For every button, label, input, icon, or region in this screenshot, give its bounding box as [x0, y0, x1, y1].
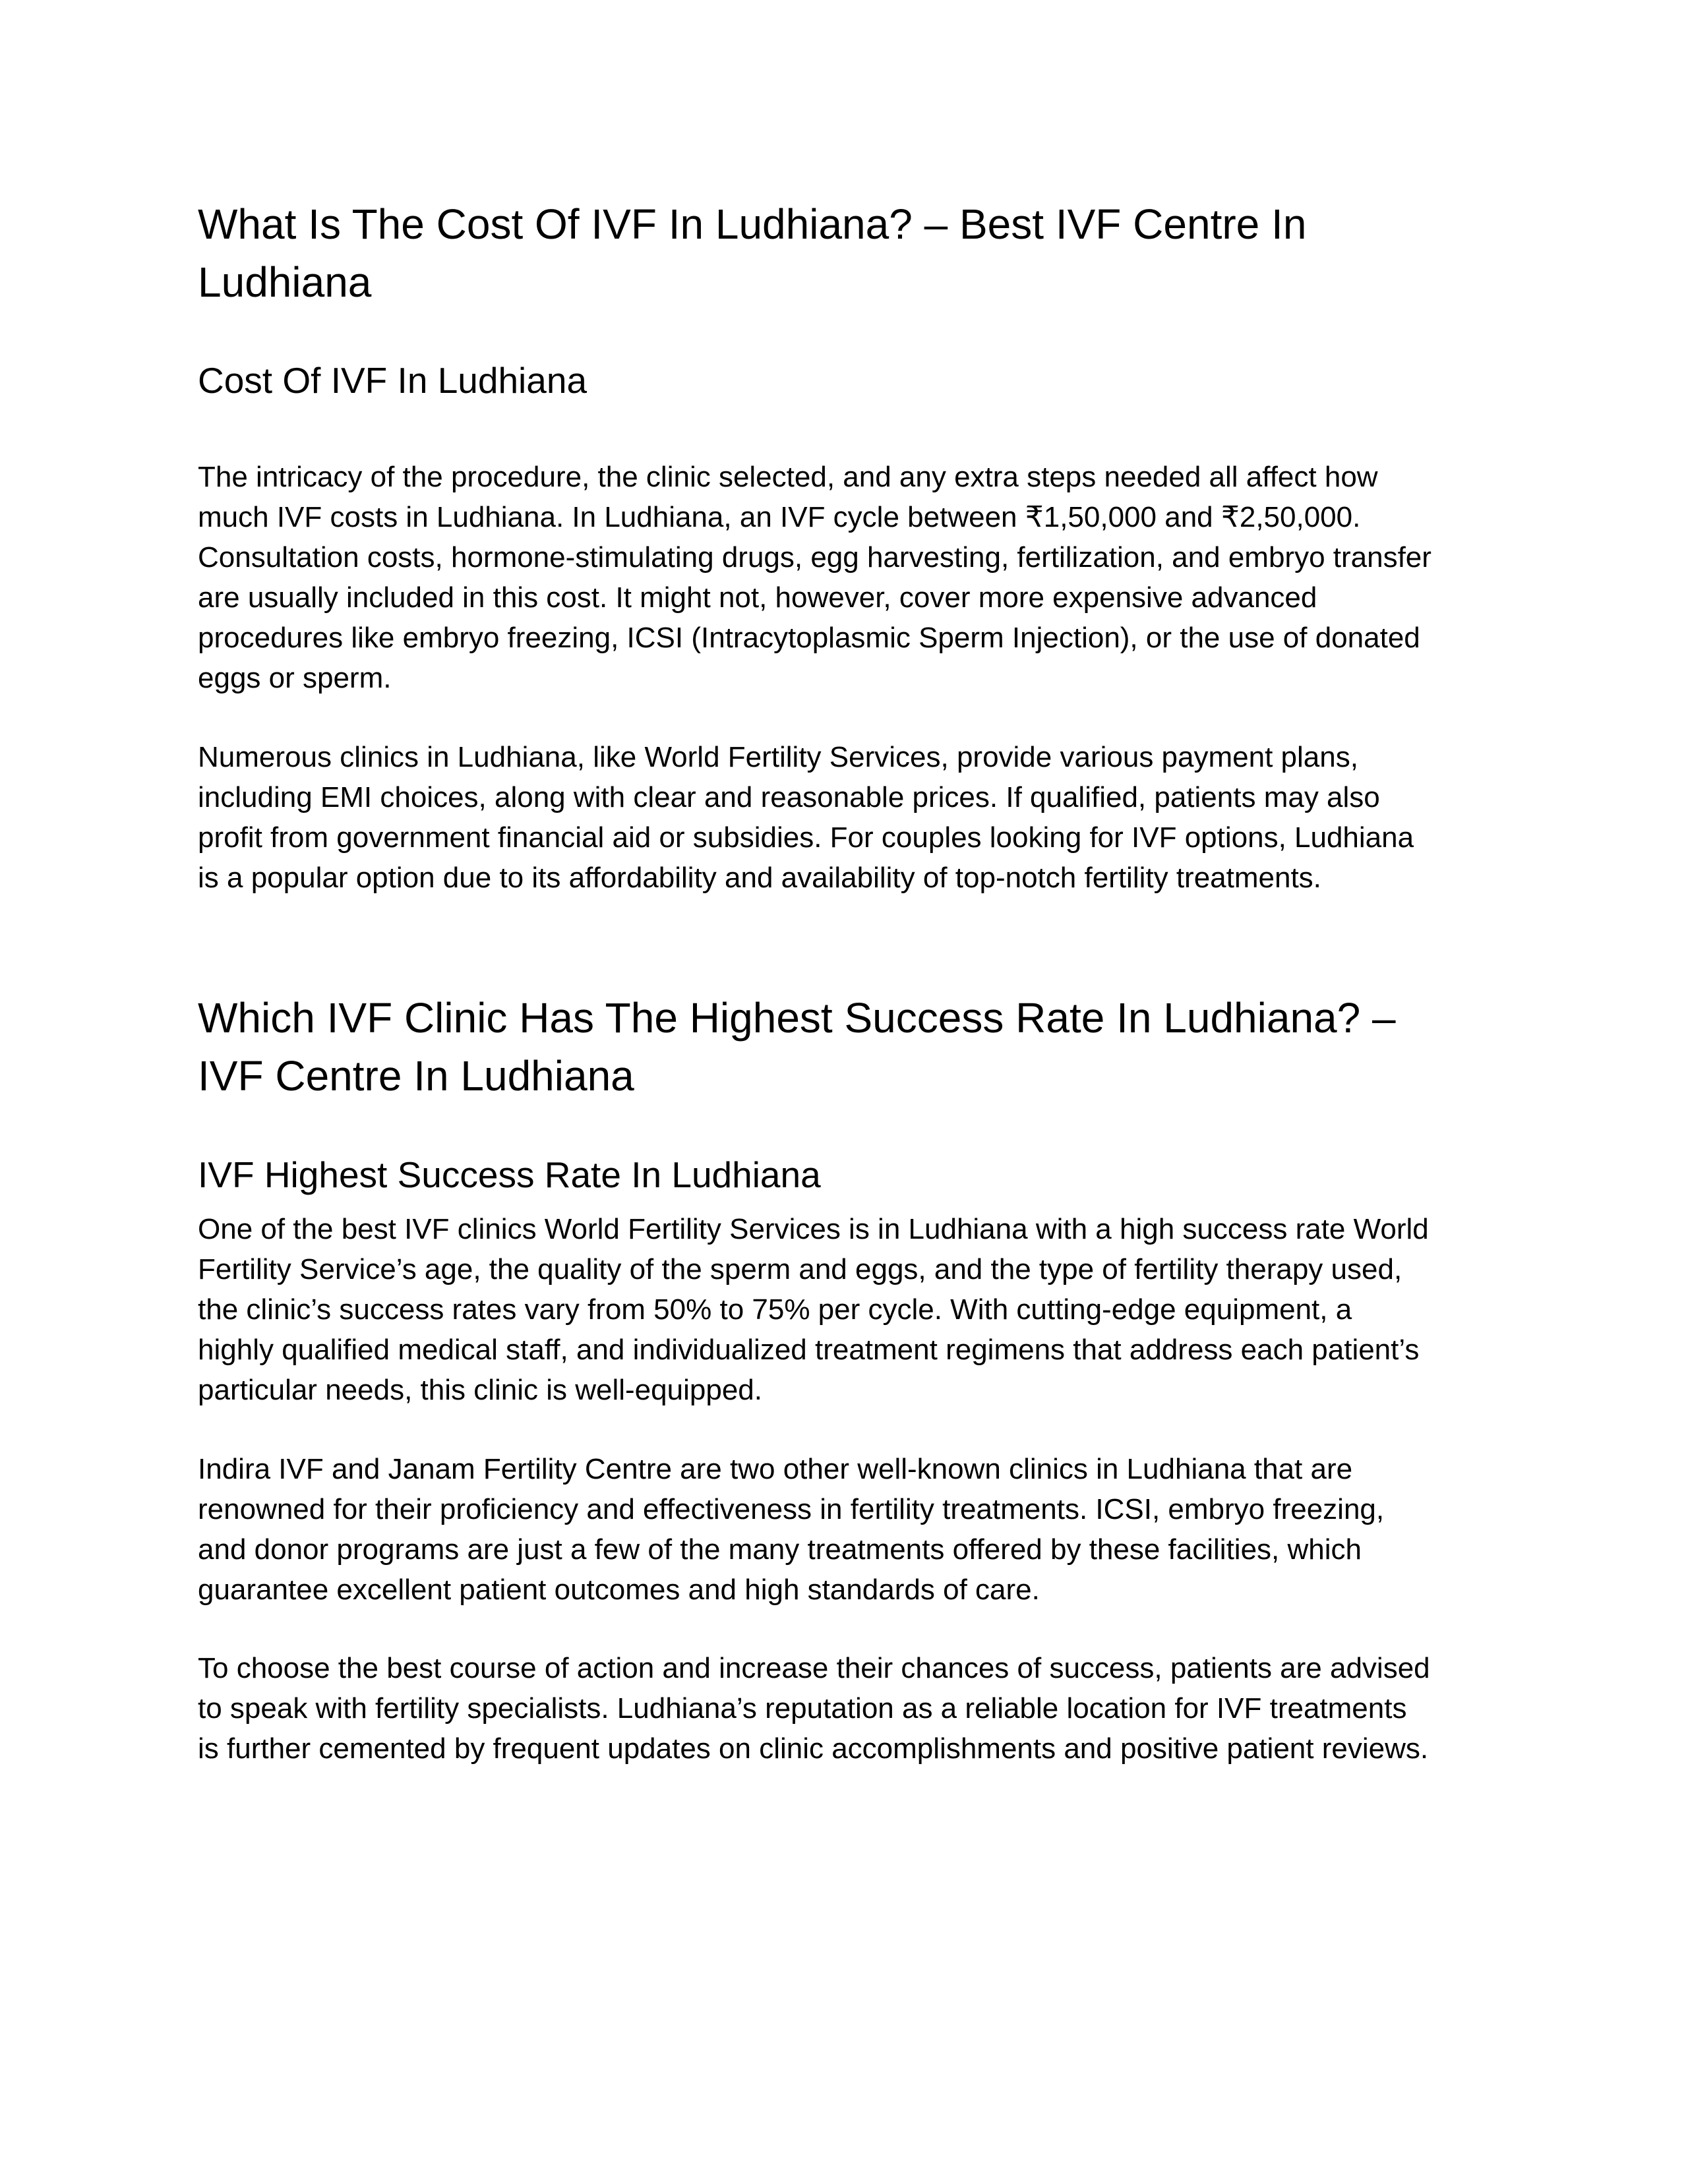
paragraph-line: are usually included in this cost. It might not, however, cover more expensive advanced — [198, 581, 1317, 614]
section-title-cost-of-ivf — [198, 195, 1490, 311]
paragraph-line: profit from government financial aid or subsidies. For couples looking for IVF options, Ludhiana — [198, 821, 1414, 854]
section-subtitle-cost-of-ivf: Cost Of IVF In Ludhiana — [198, 360, 588, 401]
paragraph-line: To choose the best course of action and increase their chances of success, patients are advised — [198, 1652, 1430, 1684]
paragraph-line: much IVF costs in Ludhiana. In Ludhiana, an IVF cycle between ₹1,50,000 and ₹2,50,000. — [198, 501, 1361, 533]
title-line: Which IVF Clinic Has The Highest Success Rate In Ludhiana? – — [198, 994, 1396, 1042]
paragraph-line: particular needs, this clinic is well-equipped. — [198, 1374, 762, 1406]
paragraph-line: eggs or sperm. — [198, 662, 392, 694]
paragraph-line: One of the best IVF clinics World Fertility Services is in Ludhiana with a high success rate World — [198, 1213, 1429, 1245]
paragraph-advice — [198, 1648, 1490, 1769]
paragraph-line: is further cemented by frequent updates on clinic accomplishments and positive patient reviews. — [198, 1732, 1429, 1765]
paragraph-line: is a popular option due to its affordability and availability of top-notch fertility treatments. — [198, 862, 1321, 894]
paragraph-line: including EMI choices, along with clear and reasonable prices. If qualified, patients may also — [198, 781, 1380, 813]
paragraph-cost-details — [198, 457, 1490, 698]
paragraph-line: Fertility Service’s age, the quality of the sperm and eggs, and the type of fertility therapy used, — [198, 1253, 1402, 1285]
paragraph-success-rates — [198, 1209, 1490, 1410]
title-line: IVF Centre In Ludhiana — [198, 1052, 634, 1100]
paragraph-line: renowned for their proficiency and effectiveness in fertility treatments. ICSI, embryo freezing, — [198, 1493, 1385, 1525]
section-subtitle-success-rate: IVF Highest Success Rate In Ludhiana — [198, 1154, 821, 1195]
paragraph-line: The intricacy of the procedure, the clinic selected, and any extra steps needed all affect how — [198, 461, 1378, 493]
paragraph-line: Numerous clinics in Ludhiana, like World Fertility Services, provide various payment plans, — [198, 741, 1358, 773]
title-line: What Is The Cost Of IVF In Ludhiana? – Best IVF Centre In — [198, 200, 1307, 248]
title-line: Ludhiana — [198, 258, 372, 306]
paragraph-other-clinics — [198, 1449, 1490, 1610]
paragraph-line: and donor programs are just a few of the many treatments offered by these facilities, which — [198, 1533, 1362, 1566]
paragraph-line: guarantee excellent patient outcomes and high standards of care. — [198, 1574, 1040, 1606]
paragraph-payment-plans — [198, 737, 1490, 898]
paragraph-line: highly qualified medical staff, and individualized treatment regimens that address each patient’s — [198, 1334, 1420, 1366]
paragraph-line: Consultation costs, hormone-stimulating drugs, egg harvesting, fertilization, and embryo transfer — [198, 541, 1432, 574]
paragraph-line: the clinic’s success rates vary from 50% to 75% per cycle. With cutting-edge equipment, a — [198, 1293, 1352, 1326]
paragraph-line: to speak with fertility specialists. Ludhiana’s reputation as a reliable location for IVF treatments — [198, 1692, 1407, 1725]
paragraph-line: Indira IVF and Janam Fertility Centre are two other well-known clinics in Ludhiana that are — [198, 1453, 1353, 1485]
paragraph-line: procedures like embryo freezing, ICSI (Intracytoplasmic Sperm Injection), or the use of donated — [198, 622, 1420, 654]
section-title-highest-success-rate — [198, 989, 1490, 1105]
